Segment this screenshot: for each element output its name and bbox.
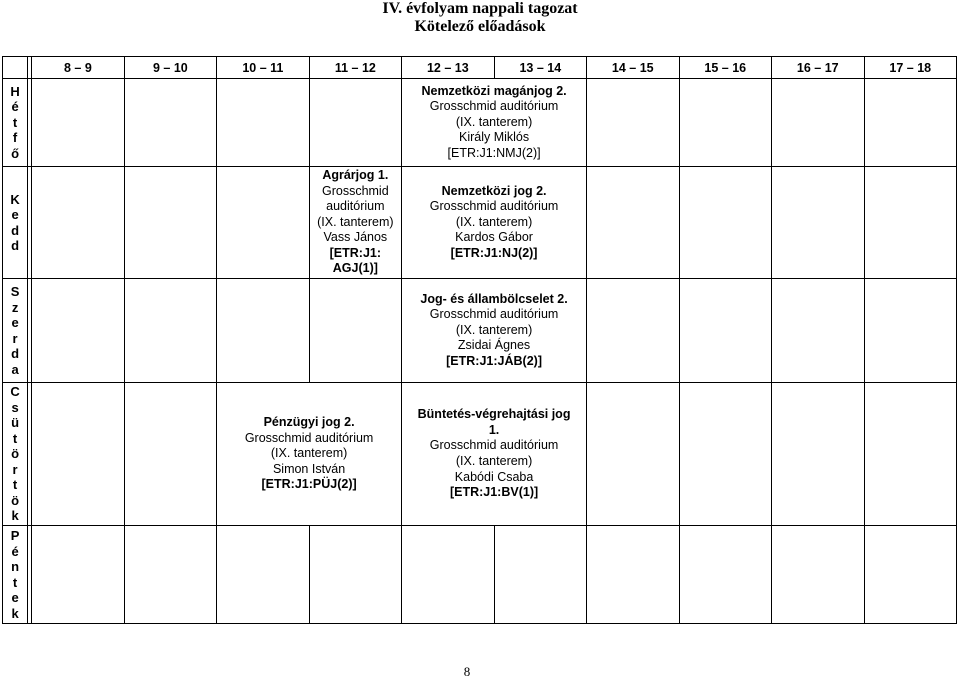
day-label-tuesday: K e d d xyxy=(3,167,28,279)
lecture-lecturer: Zsidai Ágnes xyxy=(457,338,531,353)
lecture-room-number: (IX. tanterem) xyxy=(455,214,533,229)
lecture-room-number: (IX. tanterem) xyxy=(455,454,533,468)
lecture-code: [ETR:J1:NMJ(2)] xyxy=(447,145,541,160)
lecture-code: [ETR:J1: xyxy=(329,245,382,260)
corner-cell xyxy=(3,57,28,79)
lecture-code: AGJ(1)] xyxy=(332,261,378,276)
time-slot-header: 17 – 18 xyxy=(864,57,957,79)
time-slot-header: 10 – 11 xyxy=(217,57,309,79)
lecture-cell xyxy=(217,383,402,526)
page-title xyxy=(0,0,960,36)
lecture-room: Grosschmid xyxy=(321,183,389,198)
title-line-2: Kötelező előadások xyxy=(414,18,546,35)
day-label-friday: P é n t e k xyxy=(3,526,28,624)
lecture-lecturer: Király Miklós xyxy=(458,130,530,145)
time-slot-header: 8 – 9 xyxy=(32,57,124,79)
lecture-room: Grosschmid auditórium xyxy=(429,307,559,322)
lecture-code: [ETR:J1:JÁB(2)] xyxy=(446,353,542,368)
lecture-code: [ETR:J1:PÜJ(2)] xyxy=(261,477,357,492)
lecture-cell xyxy=(309,167,401,279)
lecture-lecturer: Kabódi Csaba xyxy=(454,469,534,484)
day-row-wednesday xyxy=(3,279,957,383)
lecture-room-number: (IX. tanterem) xyxy=(455,322,533,337)
lecture-cell xyxy=(402,279,587,383)
lecture-lecturer: Vass János xyxy=(323,230,388,245)
lecture-cell xyxy=(402,79,587,167)
lecture-lecturer: Simon István xyxy=(272,461,346,476)
lecture-subject: Agrárjog 1. xyxy=(322,167,389,182)
title-line-1: IV. évfolyam nappali tagozat xyxy=(382,0,578,17)
lecture-room: Grosschmid auditórium xyxy=(244,430,374,445)
lecture-room-number: (IX. tanterem) xyxy=(317,214,394,229)
lecture-lecturer: Kardos Gábor xyxy=(455,230,533,245)
lecture-room: Grosschmid auditórium xyxy=(429,438,559,453)
lecture-room: Grosschmid auditórium xyxy=(429,99,559,114)
day-row-thursday xyxy=(3,383,957,526)
lecture-room: Grosschmid auditórium xyxy=(429,199,559,214)
lecture-code: [ETR:J1:BV(1)] xyxy=(449,485,539,500)
time-slot-header: 14 – 15 xyxy=(587,57,679,79)
time-slot-header: 11 – 12 xyxy=(309,57,401,79)
lecture-cell xyxy=(402,383,587,526)
schedule-table xyxy=(2,56,957,624)
lecture-subject: Büntetés-végrehajtási jog xyxy=(417,407,571,422)
lecture-subject: Nemzetközi magánjog 2. xyxy=(421,83,567,98)
lecture-cell xyxy=(402,167,587,279)
day-label-wednesday: S z e r d a xyxy=(3,279,28,383)
day-row-monday xyxy=(3,79,957,167)
lecture-code: [ETR:J1:NJ(2)] xyxy=(450,245,538,260)
lecture-room-number: (IX. tanterem) xyxy=(455,114,533,129)
time-slot-header: 15 – 16 xyxy=(679,57,771,79)
time-slot-header: 16 – 17 xyxy=(772,57,864,79)
time-header-row xyxy=(3,57,957,79)
lecture-room-number: (IX. tanterem) xyxy=(270,446,348,461)
lecture-room: auditórium xyxy=(326,199,385,214)
lecture-subject: Nemzetközi jog 2. xyxy=(441,183,547,198)
page-number: 8 xyxy=(463,664,471,679)
lecture-subject: 1. xyxy=(488,422,500,437)
lecture-subject: Pénzügyi jog 2. xyxy=(263,415,355,430)
day-row-friday xyxy=(3,526,957,624)
day-label-monday: H é t f ő xyxy=(3,79,28,167)
day-row-tuesday xyxy=(3,167,957,279)
time-slot-header: 12 – 13 xyxy=(402,57,494,79)
lecture-subject: Jog- és állambölcselet 2. xyxy=(420,291,568,306)
time-slot-header: 9 – 10 xyxy=(124,57,216,79)
day-label-thursday: C s ü t ö r t ö k xyxy=(3,383,28,526)
time-slot-header: 13 – 14 xyxy=(494,57,586,79)
